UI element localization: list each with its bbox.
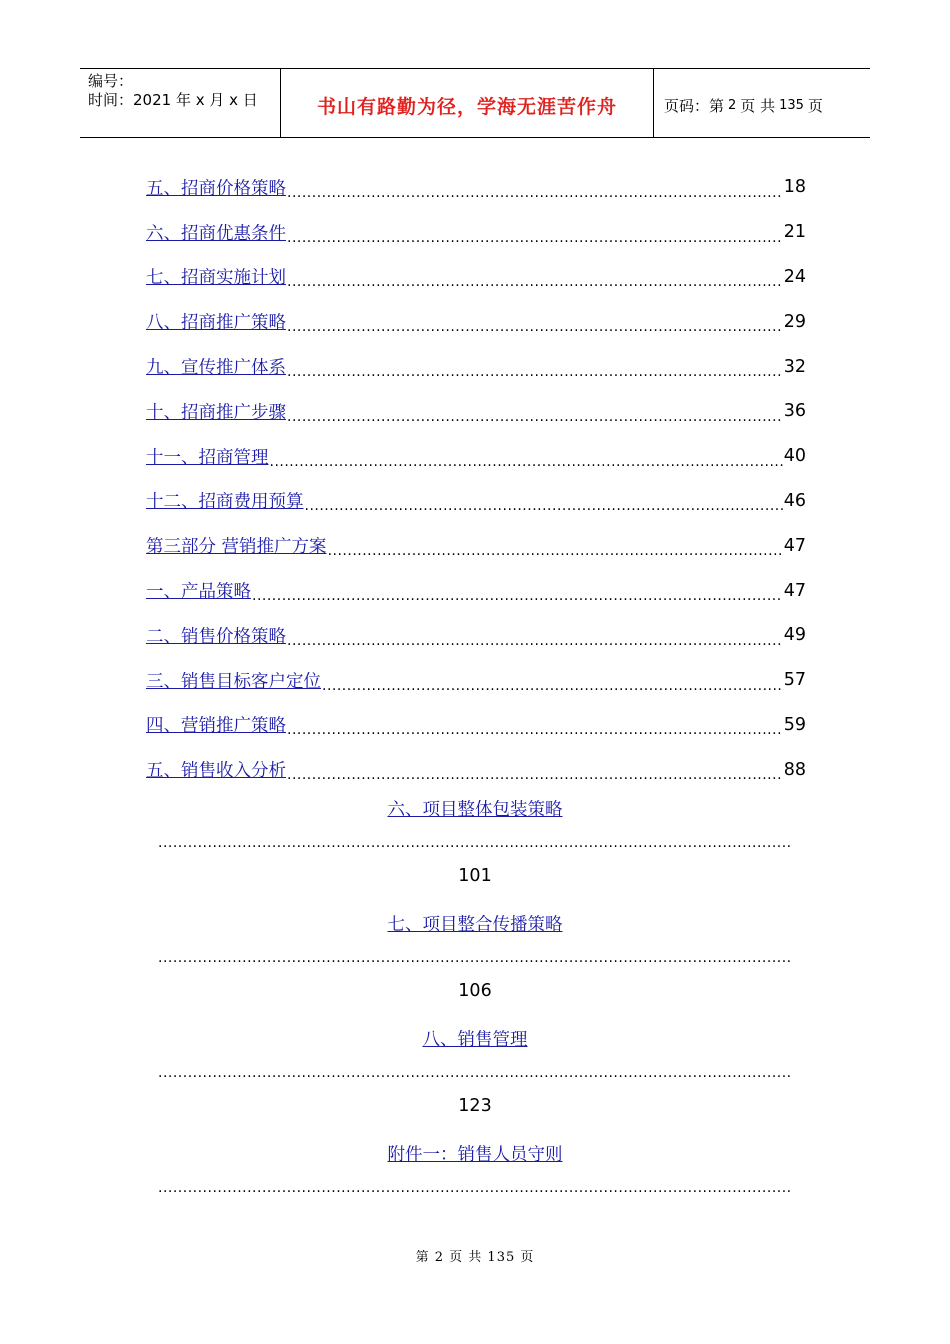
toc-entry-page: 32 [783,356,806,377]
toc-entry-page: 106 [458,981,492,1001]
toc-entry-title[interactable]: 七、招商实施计划 [146,268,286,289]
toc-entry-title[interactable]: 四、营销推广策略 [146,716,286,737]
toc-entry-page: 49 [783,625,806,646]
toc-entry[interactable] [146,747,806,792]
page-total: 135 [779,97,804,113]
page-prefix: 页码：第 [664,96,725,115]
toc-entry[interactable] [146,613,806,658]
toc-leader-dots [305,501,783,523]
toc-entry-page: 57 [783,670,806,691]
toc-leader-dots [287,233,783,255]
toc-entry-page: 24 [783,266,806,287]
toc-leader-dots [287,725,783,747]
toc-entry-title[interactable]: 十二、招商费用预算 [146,492,304,513]
toc-entry-title[interactable]: 三、销售目标客户定位 [146,671,321,692]
toc-leader-dots [322,681,783,703]
toc-entry-page: 59 [783,714,806,735]
toc-entry[interactable] [146,523,806,568]
toc-entry-wrapped[interactable] [158,796,792,821]
toc-entry-title[interactable]: 十一、招商管理 [146,447,269,468]
toc-entry-title[interactable]: 二、销售价格策略 [146,626,286,647]
toc-entry-page: 36 [783,401,806,422]
toc-entry-title[interactable]: 一、产品策略 [146,582,251,603]
toc-leader-dots [158,838,792,848]
toc-entry[interactable] [146,479,806,524]
header-slogan: 书山有路勤为径，学海无涯苦作舟 [316,95,617,118]
toc-entry-title[interactable]: 十、招商推广步骤 [146,402,286,423]
page-suffix: 页 [807,96,823,115]
toc-entry[interactable] [146,658,806,703]
toc-leader-dots [287,412,783,434]
toc-entry-page: 47 [783,535,806,556]
toc-leader-dots [287,322,783,344]
toc-entry-page: 18 [783,177,806,198]
toc-leader-dots [287,188,783,210]
table-of-contents [146,165,806,792]
toc-entry[interactable] [146,299,806,344]
header-page-cell [654,69,870,137]
toc-entry[interactable] [146,344,806,389]
page-footer: 第 2 页 共 135 页 [415,1250,535,1265]
page-header [80,68,870,138]
toc-entry-page: 29 [783,311,806,332]
toc-entry-title[interactable]: 附件一：销售人员守则 [387,1145,563,1165]
toc-entry[interactable] [146,568,806,613]
toc-entry-page: 47 [783,580,806,601]
page-current: 2 [728,97,737,113]
toc-entry-title[interactable]: 八、销售管理 [422,1030,528,1050]
header-slogan-cell [281,69,654,137]
toc-leader-dots [158,953,792,963]
toc-entry[interactable] [146,165,806,210]
header-meta-cell [80,69,281,137]
toc-entry[interactable] [146,389,806,434]
toc-entry-title[interactable]: 八、招商推广策略 [146,313,286,334]
toc-entry[interactable] [146,210,806,255]
toc-entry-wrapped[interactable] [158,911,792,936]
toc-entry-page: 40 [783,446,806,467]
toc-leader-dots [287,367,783,389]
toc-entry-title[interactable]: 五、销售收入分析 [146,761,286,782]
toc-entry-title[interactable]: 九、宣传推广体系 [146,358,286,379]
toc-entry-wrapped[interactable] [158,1026,792,1051]
toc-entry-title[interactable]: 五、招商价格策略 [146,178,286,199]
toc-entry-page: 88 [783,759,806,780]
toc-entry-title[interactable]: 六、项目整体包装策略 [387,800,563,820]
toc-leader-dots [287,277,783,299]
toc-entry-page: 123 [458,1096,492,1116]
toc-entry-title[interactable]: 七、项目整合传播策略 [387,915,563,935]
toc-entry[interactable] [146,703,806,748]
toc-entry-title[interactable]: 六、招商优惠条件 [146,223,286,244]
document-date: 时间：2021 年 x 月 x 日 [88,91,258,109]
toc-leader-dots [270,457,783,479]
toc-entry-page: 21 [783,222,806,243]
toc-leader-dots [252,591,783,613]
toc-leader-dots [158,1068,792,1078]
toc-entry-wrapped[interactable] [158,1141,792,1166]
toc-entry-page: 101 [458,866,492,886]
toc-entry-title[interactable]: 第三部分 营销推广方案 [146,537,327,558]
toc-leader-dots [287,636,783,658]
toc-leader-dots [287,770,783,792]
toc-entry[interactable] [146,434,806,479]
toc-entry[interactable] [146,255,806,300]
toc-leader-dots [328,546,783,568]
toc-entry-page: 46 [783,490,806,511]
toc-leader-dots [158,1183,792,1193]
document-number-label: 编号： [88,72,134,90]
page-mid: 页 共 [740,96,776,115]
